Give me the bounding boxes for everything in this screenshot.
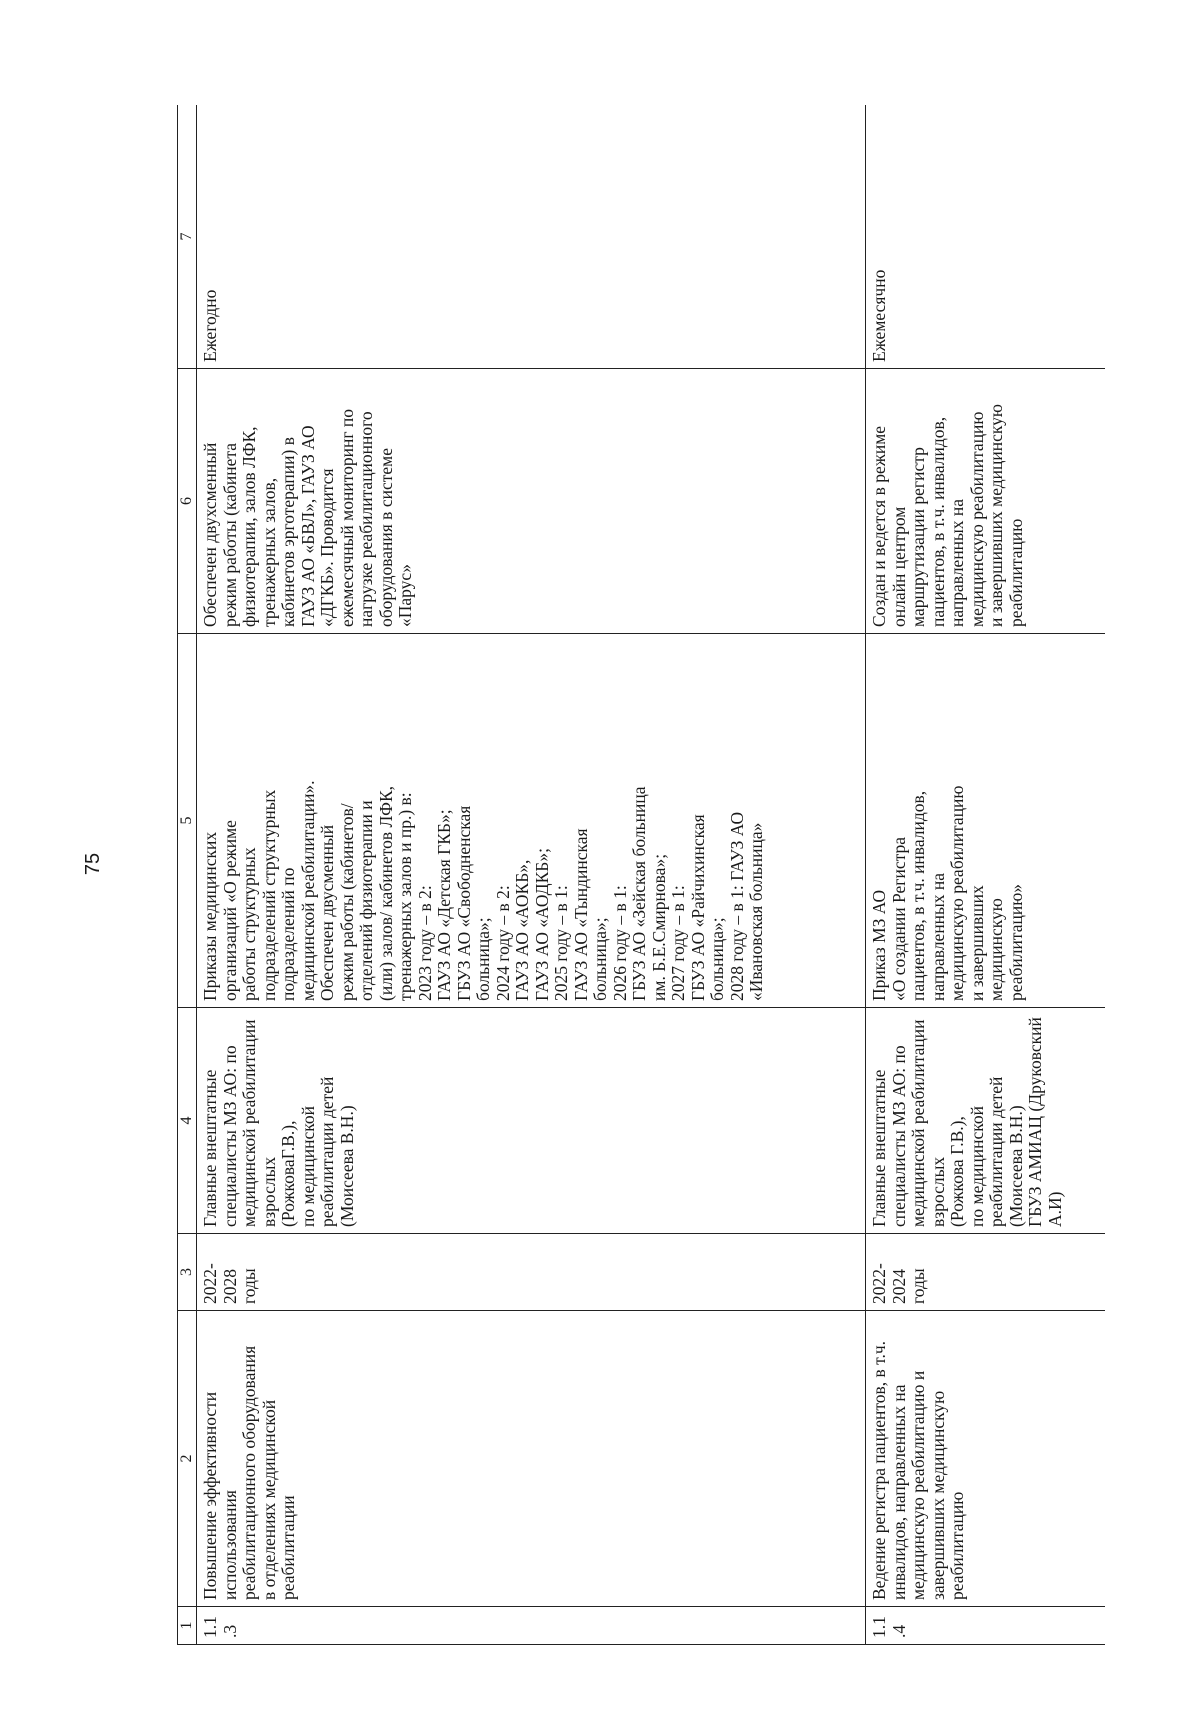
- cell-indicator: Обеспечен двухсменный режим работы (кабинета физиотерапии, залов ЛФК, тренажерных залов, кабинетов эрготерапии) в ГАУЗ АО «БВЛ», ГАУЗ АО «ДГКБ». Проводится ежемесячный мониторинг по нагрузке реабилитационного оборудования в системе «Парус»: [197, 369, 866, 634]
- table-sheet: [177, 105, 1105, 1645]
- cell-indicator: Создан и ведется в режиме онлайн центром маршрутизации регистр пациентов, в т.ч. инвалидов, направленных на медицинскую реабилитацию и завершивших медицинскую реабилитацию: [866, 369, 1106, 634]
- cell-responsible: Главные внештатные специалисты МЗ АО: по медицинской реабилитации взрослых (РожковаГ.В.), по медицинской реабилитации детей (Моисеева В.Н.): [197, 1008, 866, 1234]
- cell-frequency: Ежемесячно: [866, 105, 1106, 369]
- cell-responsible: Главные внештатные специалисты МЗ АО: по медицинской реабилитации взрослых (Рожкова Г.В.), по медицинской реабилитации детей (Моисеева В.Н.) ГБУЗ АМИАЦ (Друковский А.И): [866, 1008, 1106, 1234]
- header-col-6: 6: [178, 369, 197, 634]
- header-col-7: 7: [178, 105, 197, 369]
- cell-result: Приказ МЗ АО «О создании Регистра пациентов, в т.ч. инвалидов, направленных на медицинскую реабилитацию и завершивших медицинскую реабилитацию»: [866, 634, 1106, 1008]
- table-row: [197, 105, 866, 1645]
- cell-frequency: Ежегодно: [197, 105, 866, 369]
- header-col-4: 4: [178, 1008, 197, 1234]
- table-row: [866, 105, 1106, 1645]
- cell-result: Приказы медицинских организаций «О режиме работы структурных подразделений структурных подразделений по медицинской реабилитации». Обеспечен двусменный режим работы (кабинетов/ отделений физиотерапии и (или) залов/ кабинетов ЛФК, тренажерных залов и пр.) в: 2023 году – в 2: ГАУЗ АО «Детская ГКБ»; ГБУЗ АО «Свободненская больница»; 2024 году – в 2: ГАУЗ АО «АОКБ», ГАУЗ АО «АОДКБ»; 2025 году – в 1: ГАУЗ АО «Тындинская больница»; 2026 году – в 1: ГБУЗ АО «Зейская больница им. Б.Е.Смирнова»; 2027 году – в 1: ГБУЗ АО «Райчихинская больница»; 2028 году – в 1: ГАУЗ АО «Ивановская больница»: [197, 634, 866, 1008]
- cell-period: 2022- 2024 годы: [866, 1234, 1106, 1311]
- rotated-table-wrapper: [177, 105, 1105, 1645]
- header-col-3: 3: [178, 1234, 197, 1311]
- cell-number: 1.1.3: [197, 1607, 866, 1645]
- header-col-1: 1: [178, 1607, 197, 1645]
- cell-event: Повышение эффективности использования реабилитационного оборудования в отделениях медицинской реабилитации: [197, 1311, 866, 1607]
- header-col-2: 2: [178, 1311, 197, 1607]
- cell-number: 1.1.4: [866, 1607, 1106, 1645]
- cell-period: 2022- 2028 годы: [197, 1234, 866, 1311]
- measures-table: [177, 105, 1105, 1645]
- page-number: 75: [81, 852, 104, 876]
- header-row: [178, 105, 197, 1645]
- cell-event: Ведение регистра пациентов, в т.ч. инвалидов, направленных на медицинскую реабилитацию и завершивших медицинскую реабилитацию: [866, 1311, 1106, 1607]
- header-col-5: 5: [178, 634, 197, 1008]
